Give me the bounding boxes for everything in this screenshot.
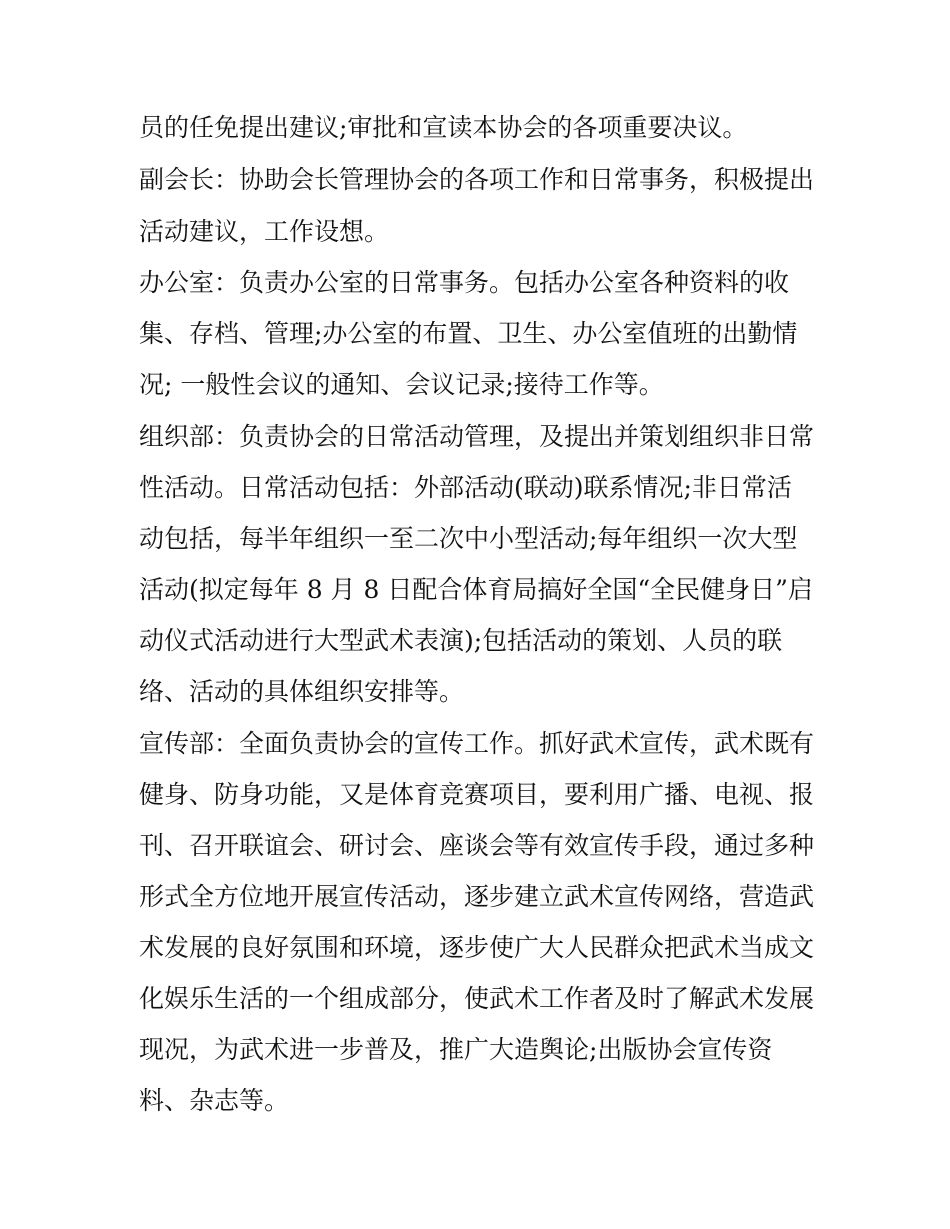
text-line: 料、杂志等。 <box>139 1086 290 1115</box>
text-line: 化娱乐生活的一个组成部分，使武术工作者及时了解武术发展 <box>139 984 815 1013</box>
text-line: 集、存档、管理;办公室的布置、卫生、办公室值班的出勤情 <box>139 319 798 348</box>
text-line: 活动建议，工作设想。 <box>139 217 390 246</box>
text-line: 健身、防身功能，又是体育竞赛项目，要利用广播、电视、报 <box>139 780 815 809</box>
text-line: 员的任免提出建议;审批和宣读本协会的各项重要决议。 <box>139 113 748 142</box>
text-line: 副会长：协助会长管理协会的各项工作和日常事务，积极提出 <box>139 165 815 194</box>
text-line: 络、活动的具体组织安排等。 <box>139 677 465 706</box>
text-line: 动仪式活动进行大型武术表演);包括活动的策划、人员的联 <box>139 626 783 655</box>
text-line: 宣传部：全面负责协会的宣传工作。抓好武术宣传，武术既有 <box>139 729 815 758</box>
text-line: 现况，为武术进一步普及，推广大造舆论;出版协会宣传资 <box>139 1035 773 1064</box>
text-line: 组织部：负责协会的日常活动管理，及提出并策划组织非日常 <box>139 422 815 451</box>
text-line: 形式全方位地开展宣传活动，逐步建立武术宣传网络，营造武 <box>139 882 815 911</box>
text-line: 况; 一般性会议的通知、会议记录;接待工作等。 <box>139 370 664 399</box>
text-line: 动包括，每半年组织一至二次中小型活动;每年组织一次大型 <box>139 524 798 553</box>
text-line: 刊、召开联谊会、研讨会、座谈会等有效宣传手段，通过多种 <box>139 831 815 860</box>
text-line: 术发展的良好氛围和环境，逐步使广大人民群众把武术当成文 <box>139 933 815 962</box>
text-line: 性活动。日常活动包括：外部活动(联动)联系情况;非日常活 <box>139 473 792 502</box>
text-line: 活动(拟定每年 8 月 8 日配合体育局搞好全国“全民健身日”启 <box>139 575 813 604</box>
text-line: 办公室：负责办公室的日常事务。包括办公室各种资料的收 <box>139 268 790 297</box>
